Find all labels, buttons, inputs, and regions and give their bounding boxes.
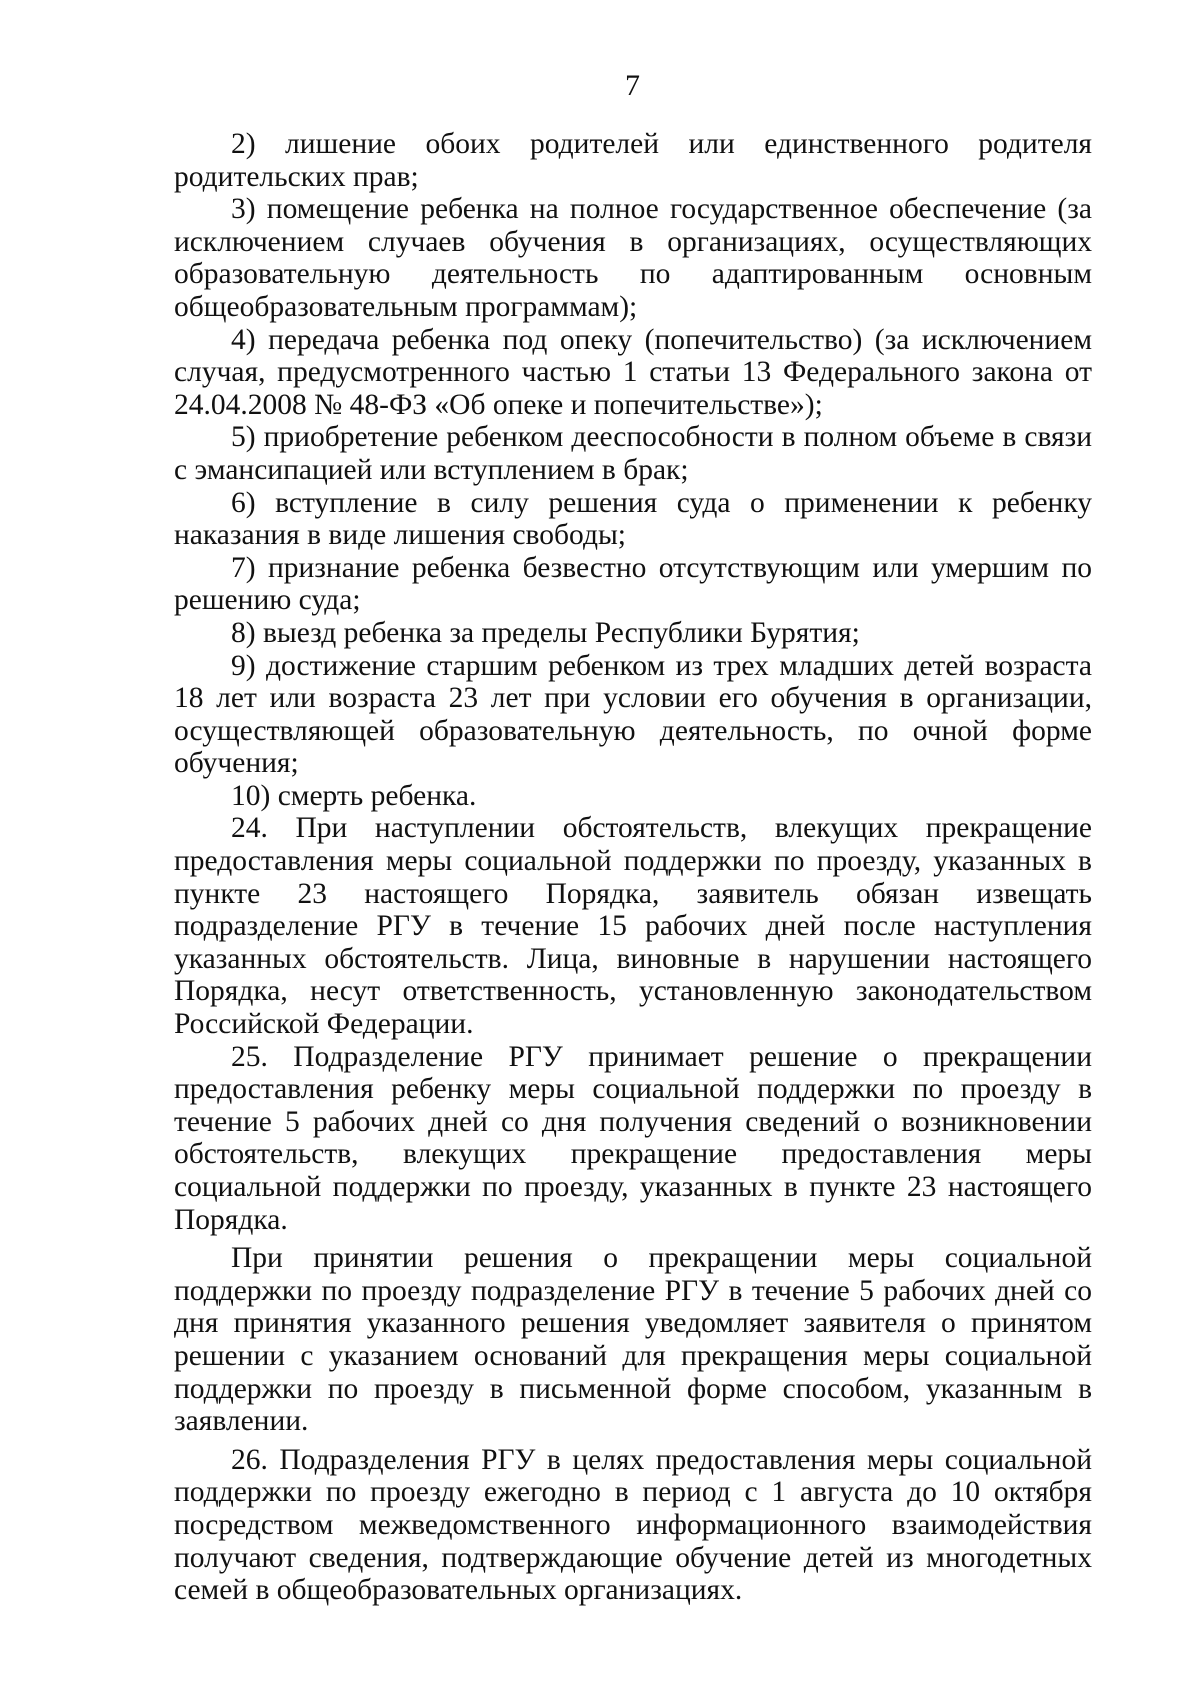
paragraph-item-10: 10) смерть ребенка.: [231, 779, 477, 812]
paragraph-item-2: 2) лишение обоих родителей или единственного родителя родительских прав;: [174, 128, 1092, 193]
paragraph-clause-25-notification: При принятии решения о прекращении меры социальной поддержки по проезду подразделение РГУ в течение 5 рабочих дней со дня принятия указанного решения уведомляет заявителя о принятом решении с указанием оснований для прекращения меры социальной поддержки по проезду в письменной форме способом, указанным в заявлении.: [174, 1242, 1092, 1438]
paragraph-clause-25: 25. Подразделение РГУ принимает решение о прекращении предоставления ребенку меры социальной поддержки по проезду в течение 5 рабочих дней со дня получения сведений о возникновении обстоятельств, влекущих прекращение предоставления меры социальной поддержки по проезду, указанных в пункте 23 настоящего Порядка.: [174, 1040, 1092, 1236]
paragraph-clause-26: 26. Подразделения РГУ в целях предоставления меры социальной поддержки по проезду ежегодно в период с 1 августа до 10 октября посредством межведомственного информационного взаимодействия получают сведения, подтверждающие обучение детей из многодетных семей в общеобразовательных организациях.: [174, 1443, 1092, 1607]
paragraph-item-5: 5) приобретение ребенком дееспособности в полном объеме в связи с эмансипацией или вступлением в брак;: [174, 421, 1092, 486]
paragraph-item-8: 8) выезд ребенка за пределы Республики Бурятия;: [231, 616, 860, 649]
page-number: 7: [625, 69, 640, 102]
paragraph-clause-24: 24. При наступлении обстоятельств, влекущих прекращение предоставления меры социальной поддержки по проезду, указанных в пункте 23 настоящего Порядка, заявитель обязан извещать подразделение РГУ в течение 15 рабочих дней после наступления указанных обстоятельств. Лица, виновные в нарушении настоящего Порядка, несут ответственность, установленную законодательством Российской Федерации.: [174, 812, 1092, 1041]
paragraph-item-6: 6) вступление в силу решения суда о применении к ребенку наказания в виде лишения свободы;: [174, 486, 1092, 552]
paragraph-item-7: 7) признание ребенка безвестно отсутствующим или умершим по решению суда;: [174, 551, 1092, 617]
paragraph-item-3: 3) помещение ребенка на полное государственное обеспечение (за исключением случаев обучения в организациях, осуществляющих образовательную деятельность по адаптированным основным общеобразовательным программам);: [174, 193, 1092, 323]
document-body: [174, 128, 1092, 1607]
paragraph-item-9: 9) достижение старшим ребенком из трех младших детей возраста 18 лет или возраста 23 лет при условии его обучения в организации, осуществляющей образовательную деятельность, по очной форме обучения;: [174, 649, 1092, 780]
paragraph-item-4: 4) передача ребенка под опеку (попечительство) (за исключением случая, предусмотренного частью 1 статьи 13 Федерального закона от 24.04.2008 № 48-ФЗ «Об опеке и попечительстве»);: [174, 323, 1092, 421]
